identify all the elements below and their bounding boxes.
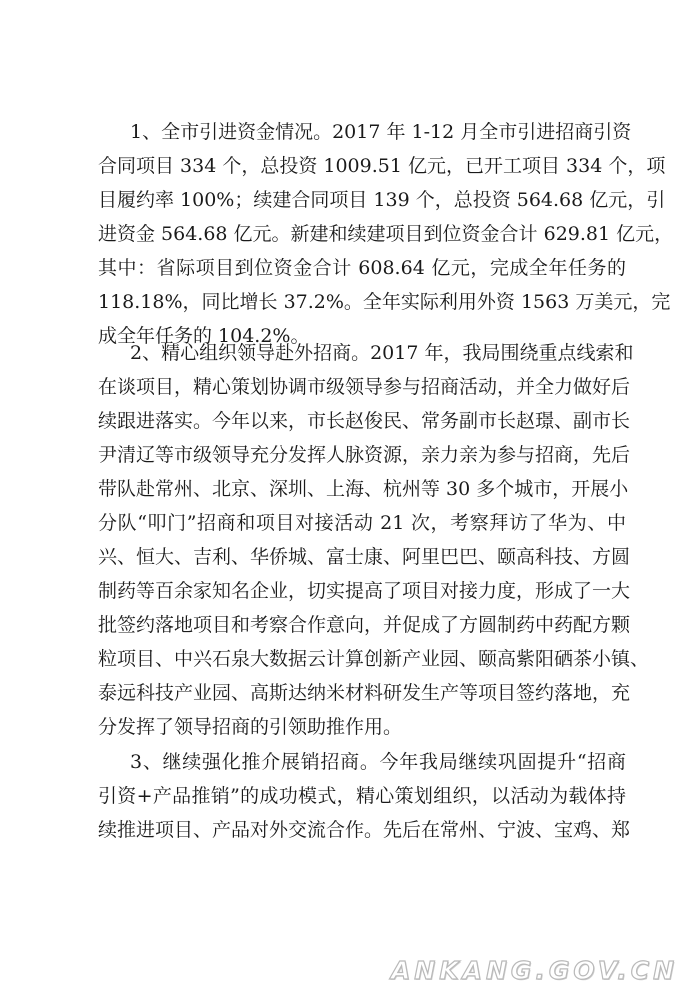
text-line: 泰远科技产业园、高斯达纳米材料研发生产等项目签约落地，充	[98, 682, 631, 704]
text-line: 兴、恒大、吉利、华侨城、富士康、阿里巴巴、颐高科技、方圆	[98, 546, 631, 568]
text-line: 其中：省际项目到位资金合计 608.64 亿元，完成全年任务的	[98, 257, 626, 279]
site-watermark: ANKANG.GOV.CN	[390, 956, 678, 985]
text-line: 成全年任务的 104.2%。	[98, 325, 310, 347]
text-line: 粒项目、中兴石泉大数据云计算创新产业园、颐高紫阳硒茶小镇、	[98, 648, 650, 670]
text-line: 批签约落地项目和考察合作意向，并促成了方圆制药中药配方颗	[98, 614, 631, 636]
text-line: 带队赴常州、北京、深圳、上海、杭州等 30 多个城市，开展小	[98, 478, 629, 500]
text-line: 1、全市引进资金情况。2017 年 1-12 月全市引进招商引资	[130, 121, 632, 143]
text-line: 引资+产品推销”的成功模式，精心策划组织，以活动为载体持	[98, 785, 626, 807]
text-line: 分发挥了领导招商的引领助推作用。	[98, 716, 403, 738]
text-line: 续推进项目、产品对外交流合作。先后在常州、宁波、宝鸡、郑	[98, 819, 631, 841]
text-line: 尹清辽等市级领导充分发挥人脉资源，亲力亲为参与招商，先后	[98, 444, 631, 466]
text-line: 3、继续强化推介展销招商。今年我局继续巩固提升“招商	[130, 751, 626, 773]
paragraph-leadership-investment	[98, 336, 650, 744]
text-line: 目履约率 100%；续建合同项目 139 个，总投资 564.68 亿元，引	[98, 189, 666, 211]
text-line: 分队“叩门”招商和项目对接活动 21 次，考察拜访了华为、中	[98, 512, 626, 534]
text-line: 制药等百余家知名企业，切实提高了项目对接力度，形成了一大	[98, 580, 631, 602]
text-line: 进资金 564.68 亿元。新建和续建项目到位资金合计 629.81 亿元，	[98, 223, 674, 245]
text-line: 续跟进落实。今年以来，市长赵俊民、常务副市长赵璟、副市长	[98, 410, 631, 432]
text-line: 2、精心组织领导赴外招商。2017 年，我局围绕重点线索和	[130, 342, 634, 364]
text-line: 合同项目 334 个，总投资 1009.51 亿元，已开工项目 334 个，项	[98, 155, 666, 177]
paragraph-promotion-investment	[98, 745, 631, 847]
text-line: 118.18%，同比增长 37.2%。全年实际利用外资 1563 万美元，完	[98, 291, 671, 313]
text-line: 在谈项目，精心策划协调市级领导参与招商活动，并全力做好后	[98, 376, 631, 398]
